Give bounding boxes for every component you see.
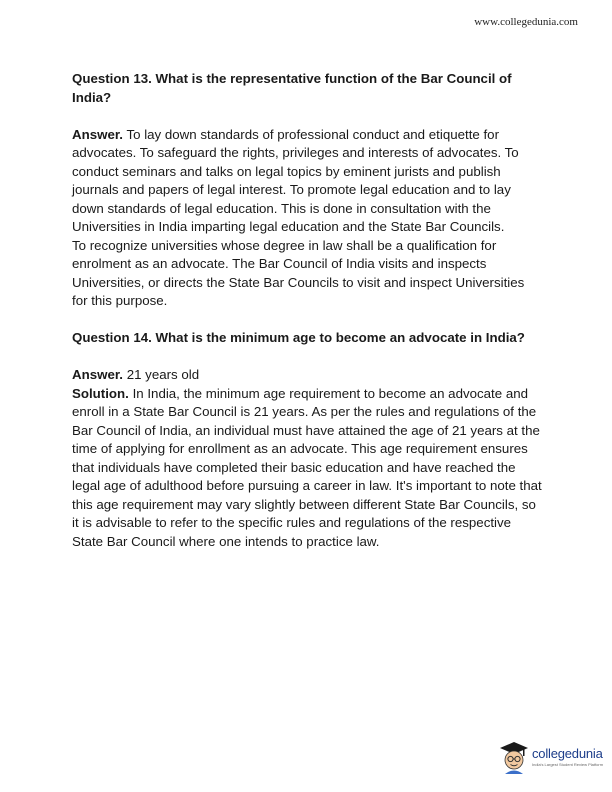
answer-text: 21 years old [123, 367, 200, 382]
question-14-heading: Question 14. What is the minimum age to become an advocate in India? [72, 330, 525, 345]
question-13-answer-continued: To recognize universities whose degree in law shall be a qualification for enrolment as an advocate. The Bar Council of India visits and inspects Universities, or directs the State Bar Councils to visit and inspect Universities for this purpose. [72, 237, 525, 308]
document-content [72, 70, 542, 551]
question-14-solution [72, 385, 542, 552]
question-13-heading: Question 13. What is the representative function of the Bar Council of India? [72, 71, 512, 105]
solution-label: Solution. [72, 385, 129, 401]
answer-label: Answer. [72, 367, 123, 382]
brand-name: collegedunia [532, 746, 603, 761]
question-13-answer [72, 126, 542, 237]
solution-text: In India, the minimum age requirement to become an advocate and enroll in a State Bar Council is 21 years. As per the rules and regulations of the Bar Council of India, an individual must have attained the age of 21 years at the time of applying for enrollment as an advocate. This age requirement ensures that individuals have completed their basic education and have reached the legal age of adulthood before pursuing a career in law. It's important to note that this age requirement may vary slightly between different State Bar Councils, so it is advisable to refer to the specific rules and regulations of the respective State Bar Council where one intends to practice law. [72, 385, 542, 549]
question-14-answer [72, 366, 542, 385]
answer-text: To lay down standards of professional conduct and etiquette for advocates. To safeguard the rights, privileges and interests of advocates. To conduct seminars and talks on legal topics by eminent jurists and publish journals and papers of legal interest. To promote legal education and to lay down standards of legal education. This is done in consultation with the Universities in India imparting legal education and the State Bar Councils. [72, 126, 519, 234]
header-url: www.collegedunia.com [474, 16, 578, 28]
collegedunia-logo [498, 740, 608, 776]
answer-label: Answer. [72, 126, 123, 142]
graduate-mascot-icon [498, 740, 530, 776]
brand-tagline: India's Largest Student Review Platform [532, 762, 604, 767]
